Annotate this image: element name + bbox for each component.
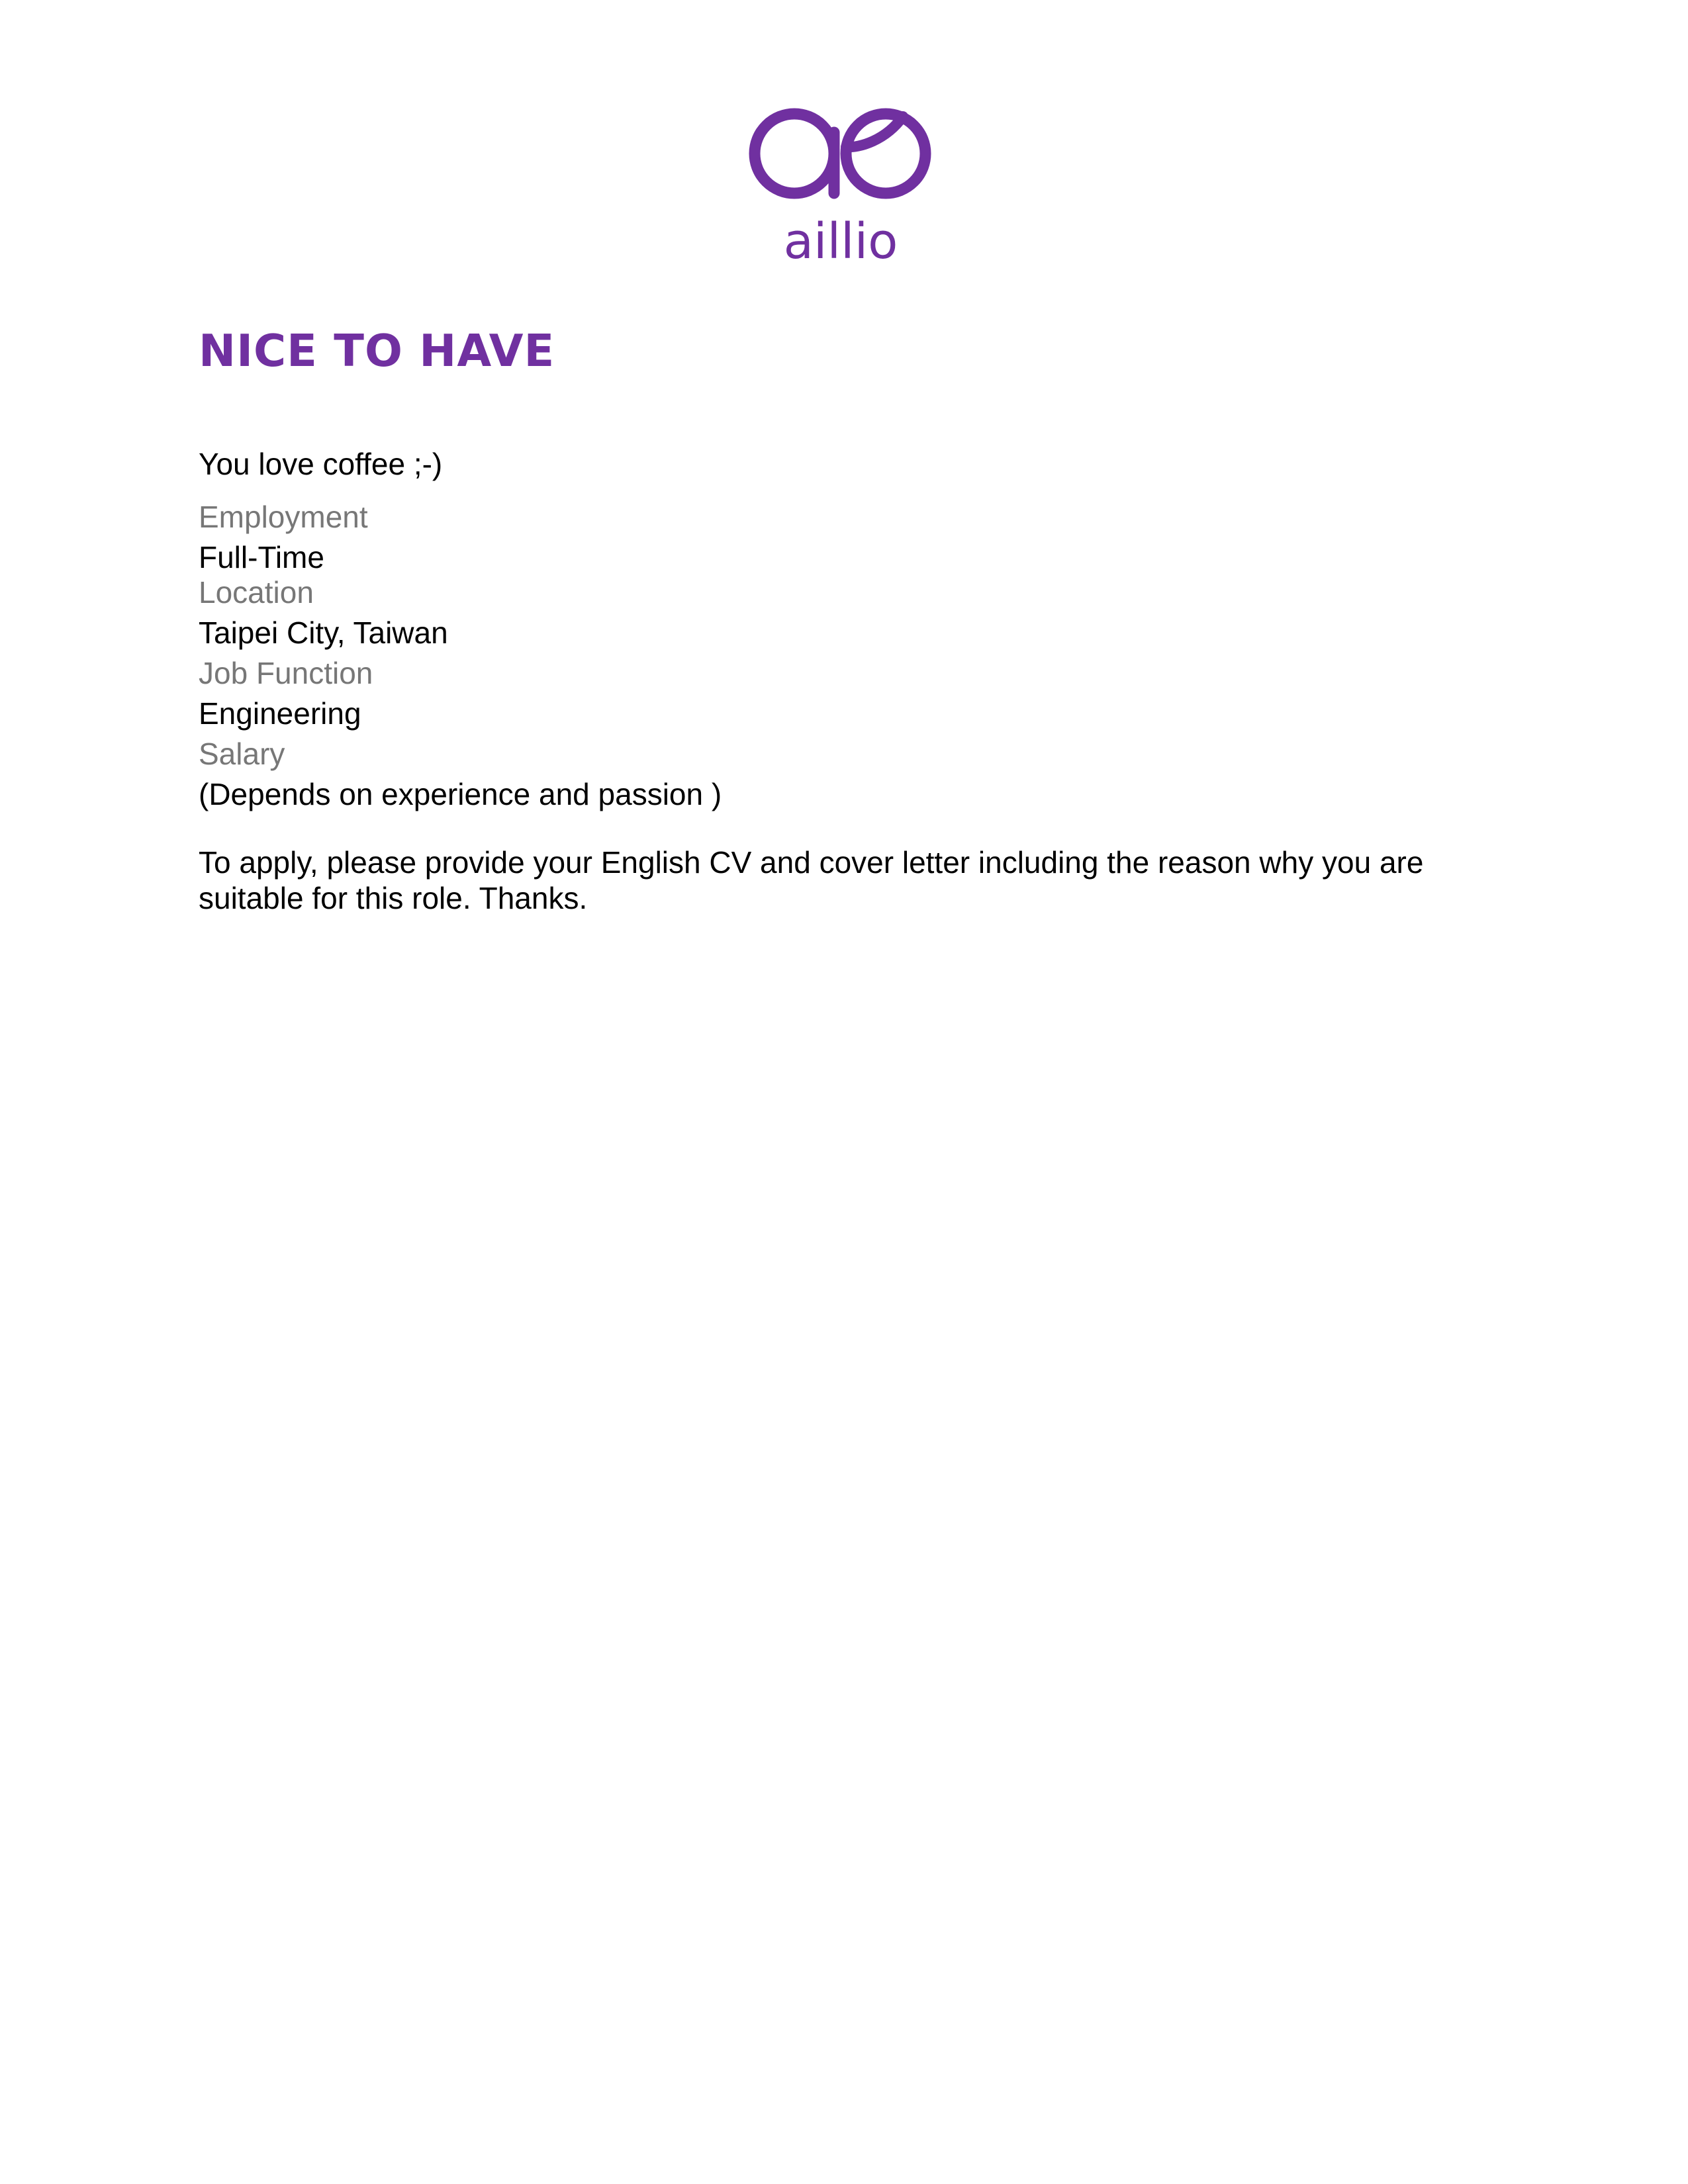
apply-instructions: To apply, please provide your English CV and cover letter including the reason why you are suitable for this role. Thanks. bbox=[199, 845, 1424, 915]
job-function-value: Engineering bbox=[199, 696, 361, 731]
nice-to-have-item: You love coffee ;-) bbox=[199, 447, 443, 481]
salary-value: (Depends on experience and passion ) bbox=[199, 777, 722, 811]
aillio-logo bbox=[747, 99, 935, 265]
section-heading: NICE TO HAVE bbox=[199, 325, 555, 377]
salary-label: Salary bbox=[199, 737, 285, 771]
location-value: Taipei City, Taiwan bbox=[199, 615, 448, 650]
location-label: Location bbox=[199, 575, 314, 610]
employment-label: Employment bbox=[199, 500, 368, 534]
job-function-label: Job Function bbox=[199, 656, 373, 690]
aillio-logo-mark bbox=[747, 99, 935, 265]
logo-wordmark: aillio bbox=[783, 213, 898, 265]
employment-value: Full-Time bbox=[199, 540, 324, 574]
